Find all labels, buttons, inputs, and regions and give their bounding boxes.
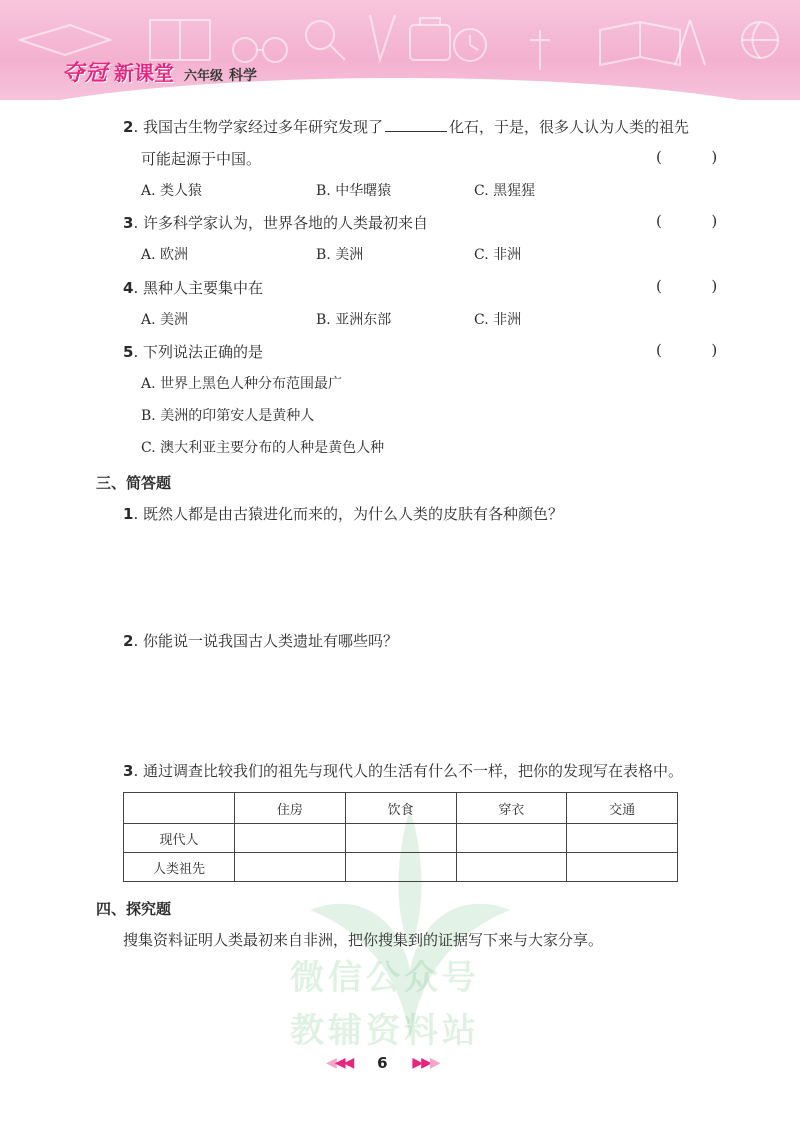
answer-cell[interactable] [345,853,456,882]
grade-label: 六年级 [184,69,224,84]
question-text: . 你能说一说我国古人类遗址有哪些吗？ [133,632,398,650]
table-header-row [124,793,678,824]
option-b: B. 美洲的印第安人是黄种人 [141,408,315,424]
answer-cell[interactable] [235,853,346,882]
brand-series: 新课堂 [114,61,175,85]
fill-in-blank[interactable] [385,117,447,132]
question-text: . 黑种人主要集中在 [133,279,263,297]
option-a: A. 美洲 [141,312,189,328]
short-answer-q3 [123,760,683,781]
option-c: C. 黑猩猩 [474,183,536,199]
question-number: 3 [123,762,134,780]
option-c: C. 非洲 [474,312,522,328]
brand-name: 夺冠 [62,61,109,86]
answer-cell[interactable] [567,824,678,853]
option-a: A. 类人猿 [141,183,203,199]
answer-paren-q2[interactable]: ( ) [656,148,718,166]
option-a: A. 世界上黑色人种分布范围最广 [141,376,343,392]
answer-paren-q3[interactable]: ( ) [656,212,718,230]
answer-paren-q4[interactable]: ( ) [656,277,718,295]
table-row [124,853,678,882]
option-c: C. 澳大利亚主要分布的人种是黄色人种 [141,440,385,456]
question-4 [123,277,263,298]
row-header: 人类祖先 [124,853,235,882]
subject-label: 科学 [229,68,258,84]
short-answer-q1 [123,503,563,524]
answer-cell[interactable] [345,824,456,853]
question-number: 2 [123,632,134,650]
question-3 [123,212,428,233]
column-header: 住房 [235,793,346,824]
question-number: 4 [123,279,134,297]
page-header [0,0,800,100]
question-text: . 既然人都是由古猿进化而来的，为什么人类的皮肤有各种颜色？ [133,505,563,523]
answer-cell[interactable] [567,853,678,882]
section-3-title: 三、简答题 [96,474,172,492]
table-row [124,824,678,853]
option-b: B. 中华曙猿 [316,183,392,199]
option-a: A. 欧洲 [141,247,189,263]
question-text: . 我国古生物学家经过多年研究发现了 [133,118,383,136]
watermark-text-1: 微信公众号 [290,958,480,998]
answer-cell[interactable] [456,853,567,882]
answer-cell[interactable] [456,824,567,853]
question-2-line2: 可能起源于中国。 [141,150,262,168]
question-number: 2 [123,118,134,136]
answer-cell[interactable] [235,824,346,853]
comparison-table [123,792,678,882]
column-header: 交通 [567,793,678,824]
short-answer-q2 [123,630,398,651]
column-header: 穿衣 [456,793,567,824]
question-number: 3 [123,214,134,232]
question-2 [123,116,689,137]
option-b: B. 美洲 [316,247,364,263]
column-header: 饮食 [345,793,456,824]
left-arrows-icon: ◀◀◀ [326,1055,353,1071]
brand-logo [62,56,257,87]
question-number: 1 [123,505,134,523]
option-c: C. 非洲 [474,247,522,263]
question-5 [123,341,263,362]
page-number: 6 [377,1054,388,1072]
question-text: . 通过调查比较我们的祖先与现代人的生活有什么不一样，把你的发现写在表格中。 [133,762,683,780]
page-footer [326,1054,439,1072]
question-number: 5 [123,343,134,361]
watermark-text-2: 教辅资料站 [290,1011,480,1051]
answer-paren-q5[interactable]: ( ) [656,341,718,359]
question-text: . 下列说法正确的是 [133,343,263,361]
right-arrows-icon: ▶▶▶ [412,1055,439,1071]
table-corner-cell [124,793,235,824]
question-text: . 许多科学家认为，世界各地的人类最初来自 [133,214,428,232]
option-b: B. 亚洲东部 [316,312,392,328]
row-header: 现代人 [124,824,235,853]
inquiry-question: 搜集资料证明人类最初来自非洲，把你搜集到的证据写下来与大家分享。 [123,931,604,949]
section-4-title: 四、探究题 [96,900,172,918]
question-text-cont: 化石，于是，很多人认为人类的祖先 [448,118,689,136]
